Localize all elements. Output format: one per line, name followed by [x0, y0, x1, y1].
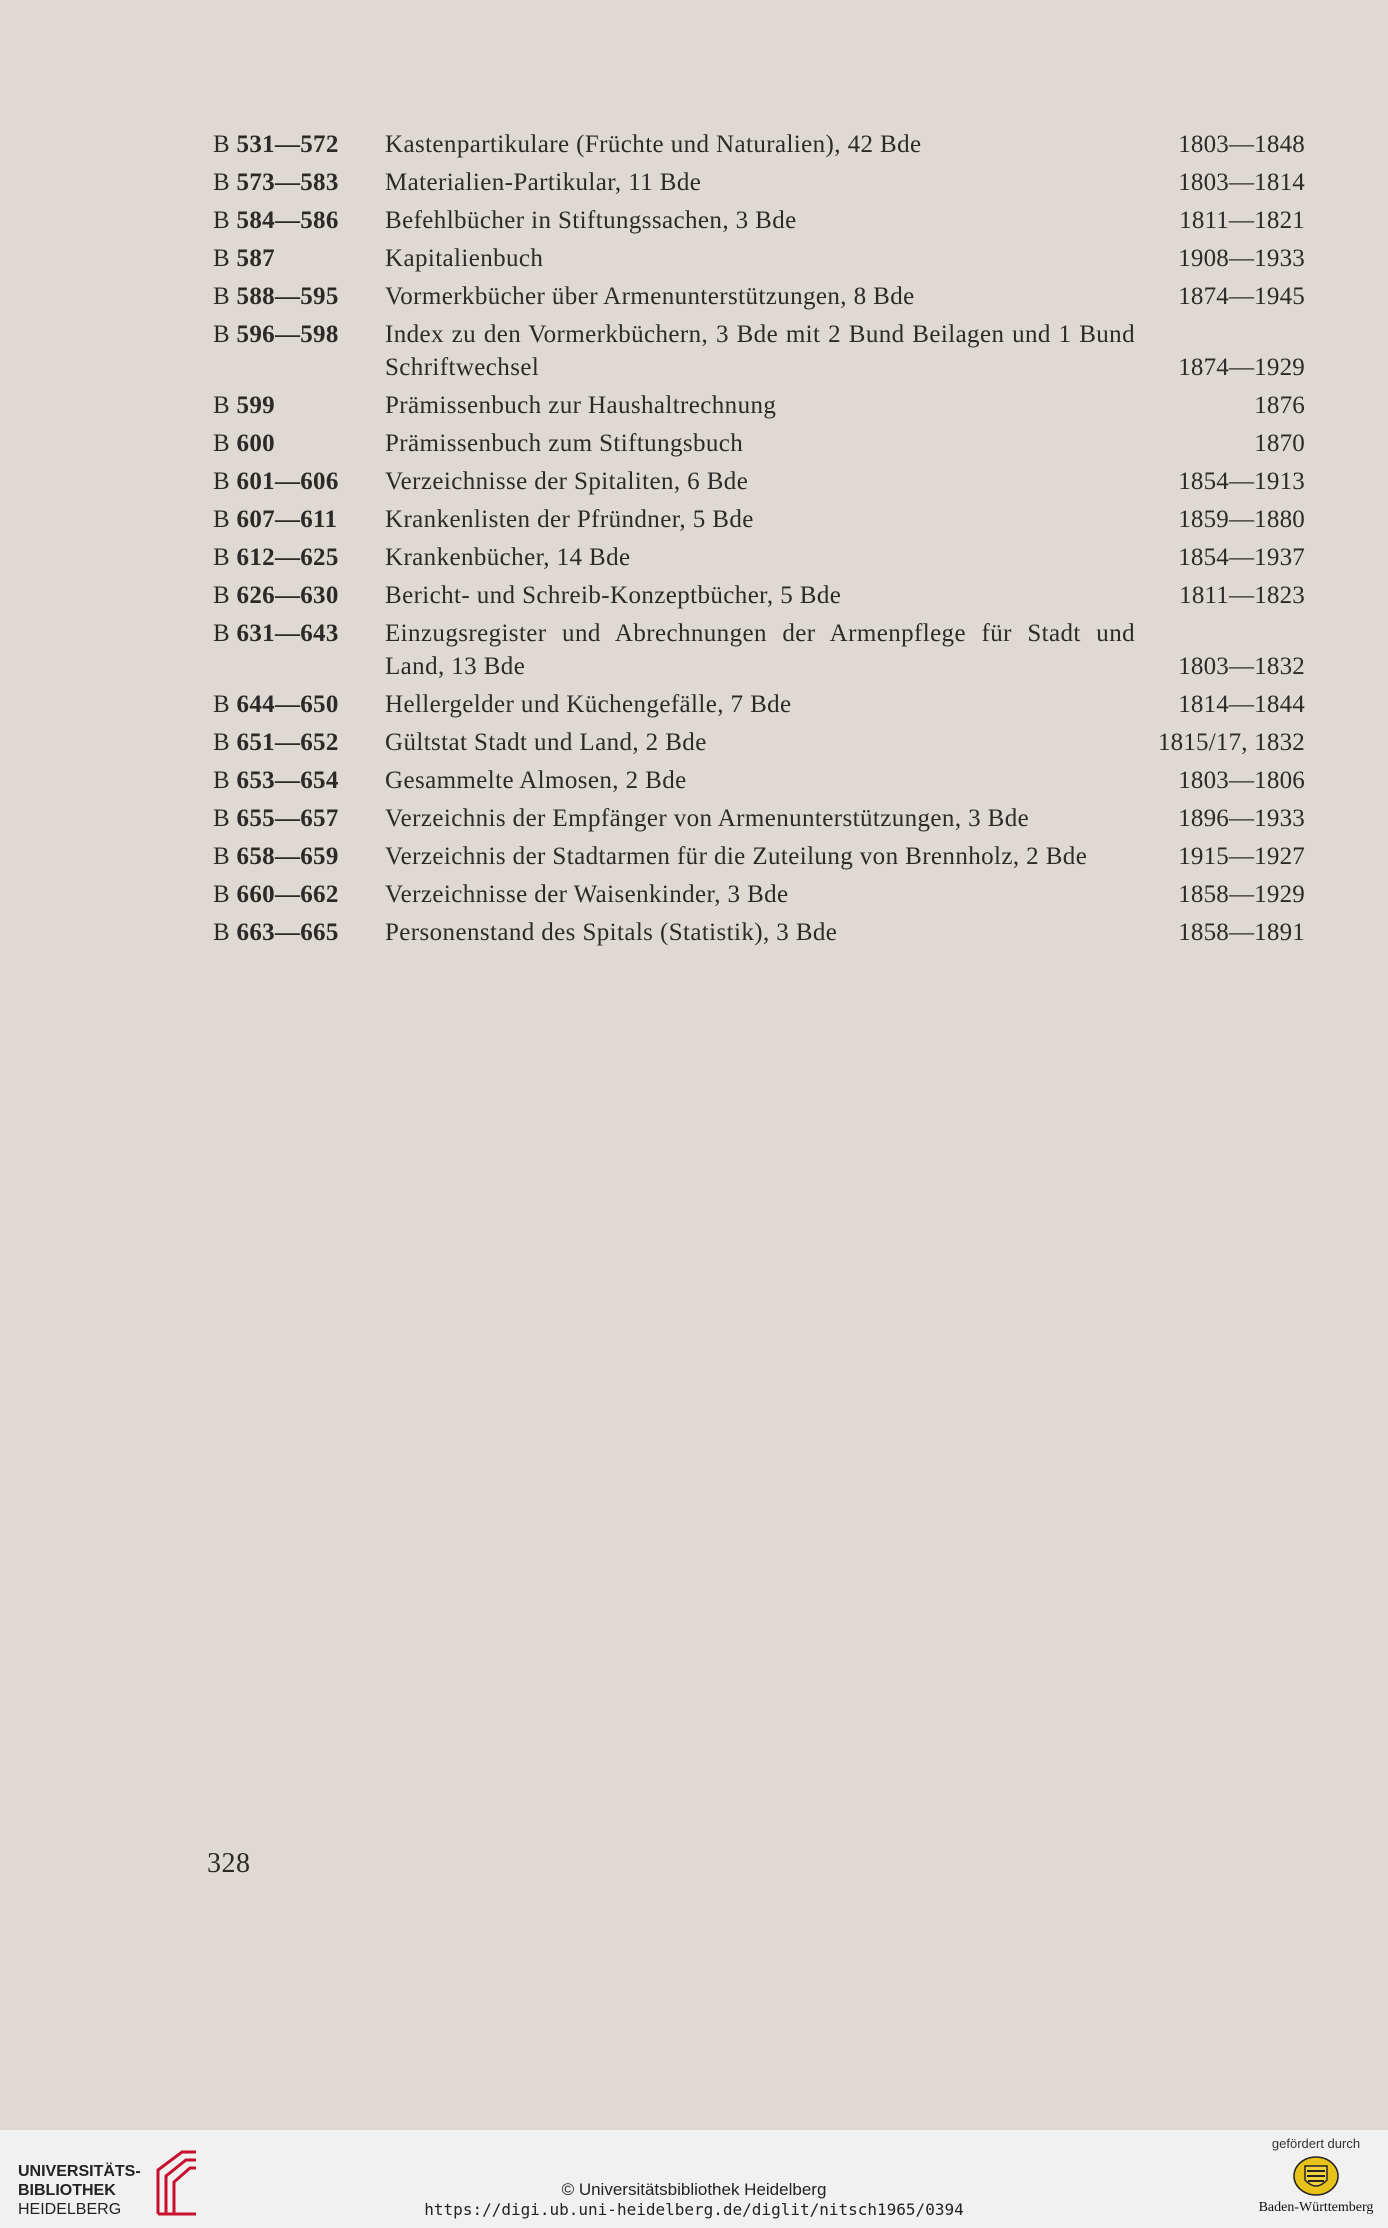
entry-prefix: B — [213, 506, 230, 533]
entry-signature — [213, 688, 383, 721]
archive-entry — [213, 726, 1305, 759]
entry-signature — [213, 541, 383, 574]
entry-number: 531—572 — [236, 131, 339, 158]
entry-signature — [213, 503, 383, 536]
library-name-line3: HEIDELBERG — [18, 2201, 122, 2218]
entry-number: 663—665 — [236, 919, 339, 946]
entry-years: 1854—1937 — [1178, 544, 1305, 571]
entry-number: 658—659 — [236, 843, 339, 870]
entry-signature — [213, 726, 383, 759]
copyright-text: © Universitätsbibliothek Heidelberg — [561, 2180, 827, 2199]
entry-number: 644—650 — [236, 691, 339, 718]
entry-number: 612—625 — [236, 544, 339, 571]
entry-years: 1815/17, 1832 — [1157, 729, 1305, 756]
archive-entry — [213, 242, 1305, 275]
entry-prefix: B — [213, 544, 230, 571]
archive-entry — [213, 802, 1305, 835]
entry-signature — [213, 389, 383, 422]
entry-prefix: B — [213, 620, 230, 647]
entry-signature — [213, 764, 383, 797]
archive-entry — [213, 318, 1305, 384]
archive-entry — [213, 579, 1305, 612]
archive-entry — [213, 688, 1305, 721]
entry-prefix: B — [213, 767, 230, 794]
entry-title: Befehlbücher in Stiftungssachen, 3 Bde — [385, 207, 797, 234]
entry-title: Hellergelder und Küchengefälle, 7 Bde — [385, 691, 792, 718]
entry-title: Kastenpartikulare (Früchte und Naturalien), 42 Bde — [385, 131, 922, 158]
entry-number: 651—652 — [236, 729, 339, 756]
entry-years: 1803—1848 — [1178, 131, 1305, 158]
entry-title: Personenstand des Spitals (Statistik), 3 Bde — [385, 919, 838, 946]
archive-entry-list — [213, 128, 1305, 954]
entry-title: Vormerkbücher über Armenunterstützungen, 8 Bde — [385, 283, 915, 310]
archive-entry — [213, 541, 1305, 574]
coat-of-arms-icon — [1291, 2154, 1341, 2198]
entry-signature — [213, 802, 383, 835]
entry-title: Materialien-Partikular, 11 Bde — [385, 169, 702, 196]
archive-entry — [213, 878, 1305, 911]
entry-years: 1811—1823 — [1179, 582, 1305, 609]
entry-years: 1870 — [1254, 430, 1305, 457]
entry-prefix: B — [213, 392, 230, 419]
entry-signature — [213, 318, 383, 351]
entry-years: 1854—1913 — [1178, 468, 1305, 495]
entry-prefix: B — [213, 131, 230, 158]
entry-title: Verzeichnisse der Waisenkinder, 3 Bde — [385, 881, 789, 908]
entry-signature — [213, 128, 383, 161]
entry-signature — [213, 617, 383, 650]
entry-years: 1814—1844 — [1178, 691, 1305, 718]
entry-signature — [213, 427, 383, 460]
entry-signature — [213, 916, 383, 949]
entry-prefix: B — [213, 207, 230, 234]
entry-signature — [213, 579, 383, 612]
entry-prefix: B — [213, 169, 230, 196]
entry-title: Einzugsregister und Abrechnungen der Armenpflege für Stadt und Land, 13 Bde — [385, 620, 1135, 680]
sponsor-label: gefördert durch — [1271, 2136, 1361, 2151]
entry-number: 600 — [236, 430, 275, 457]
archive-entry — [213, 465, 1305, 498]
entry-title: Verzeichnis der Empfänger von Armenunterstützungen, 3 Bde — [385, 805, 1030, 832]
entry-title: Kapitalienbuch — [385, 245, 544, 272]
archive-entry — [213, 427, 1305, 460]
entry-prefix: B — [213, 468, 230, 495]
entry-title: Verzeichnis der Stadtarmen für die Zuteilung von Brennholz, 2 Bde — [385, 843, 1088, 870]
library-name-line1: UNIVERSITÄTS- — [18, 2163, 141, 2180]
entry-title: Gesammelte Almosen, 2 Bde — [385, 767, 687, 794]
viewer-footer — [0, 2130, 1388, 2228]
entry-title: Prämissenbuch zur Haushaltrechnung — [385, 392, 777, 419]
entry-signature — [213, 465, 383, 498]
archive-entry — [213, 166, 1305, 199]
entry-signature — [213, 878, 383, 911]
entry-signature — [213, 166, 383, 199]
entry-prefix: B — [213, 582, 230, 609]
entry-number: 653—654 — [236, 767, 339, 794]
permalink-url[interactable]: https://digi.ub.uni-heidelberg.de/diglit/nitsch1965/0394 — [424, 2200, 964, 2219]
entry-number: 596—598 — [236, 321, 339, 348]
entry-signature — [213, 242, 383, 275]
entry-years: 1858—1891 — [1178, 919, 1305, 946]
entry-number: 631—643 — [236, 620, 339, 647]
entry-signature — [213, 204, 383, 237]
archive-entry — [213, 503, 1305, 536]
entry-prefix: B — [213, 245, 230, 272]
entry-years: 1874—1945 — [1178, 283, 1305, 310]
entry-prefix: B — [213, 691, 230, 718]
entry-number: 573—583 — [236, 169, 339, 196]
archive-entry — [213, 916, 1305, 949]
entry-title: Krankenlisten der Pfründner, 5 Bde — [385, 506, 754, 533]
archive-entry — [213, 128, 1305, 161]
entry-prefix: B — [213, 283, 230, 310]
entry-years: 1896—1933 — [1178, 805, 1305, 832]
archive-entry — [213, 617, 1305, 683]
archive-entry — [213, 280, 1305, 313]
entry-years: 1876 — [1254, 392, 1305, 419]
entry-number: 607—611 — [236, 506, 338, 533]
entry-years: 1859—1880 — [1178, 506, 1305, 533]
entry-number: 588—595 — [236, 283, 339, 310]
entry-prefix: B — [213, 881, 230, 908]
entry-years: 1908—1933 — [1178, 245, 1305, 272]
entry-title: Krankenbücher, 14 Bde — [385, 544, 631, 571]
entry-number: 584—586 — [236, 207, 339, 234]
entry-number: 626—630 — [236, 582, 339, 609]
archive-entry — [213, 840, 1305, 873]
entry-prefix: B — [213, 430, 230, 457]
entry-prefix: B — [213, 805, 230, 832]
entry-number: 587 — [236, 245, 275, 272]
entry-prefix: B — [213, 729, 230, 756]
archive-entry — [213, 204, 1305, 237]
entry-years: 1915—1927 — [1178, 843, 1305, 870]
entry-years: 1803—1814 — [1178, 169, 1305, 196]
entry-title: Verzeichnisse der Spitaliten, 6 Bde — [385, 468, 749, 495]
entry-prefix: B — [213, 843, 230, 870]
entry-years: 1803—1832 — [1178, 653, 1305, 680]
entry-prefix: B — [213, 321, 230, 348]
entry-title: Prämissenbuch zum Stiftungsbuch — [385, 430, 744, 457]
entry-years: 1811—1821 — [1179, 207, 1305, 234]
archive-entry — [213, 764, 1305, 797]
archive-entry — [213, 389, 1305, 422]
entry-title: Gültstat Stadt und Land, 2 Bde — [385, 729, 707, 756]
entry-number: 660—662 — [236, 881, 339, 908]
entry-years: 1803—1806 — [1178, 767, 1305, 794]
copyright-block — [0, 2180, 1388, 2220]
page-number: 328 — [207, 1848, 251, 1879]
entry-years: 1874—1929 — [1178, 354, 1305, 381]
library-name-line2: BIBLIOTHEK — [18, 2182, 116, 2199]
entry-prefix: B — [213, 919, 230, 946]
entry-number: 601—606 — [236, 468, 339, 495]
sponsor-block[interactable] — [1256, 2136, 1376, 2224]
entry-signature — [213, 840, 383, 873]
entry-number: 655—657 — [236, 805, 339, 832]
entry-years: 1858—1929 — [1178, 881, 1305, 908]
entry-title: Index zu den Vormerkbüchern, 3 Bde mit 2 Bund Beilagen und 1 Bund Schriftwechsel — [385, 321, 1135, 381]
entry-title: Bericht- und Schreib-Konzeptbücher, 5 Bde — [385, 582, 842, 609]
sponsor-name: Baden-Württemberg — [1258, 2200, 1374, 2215]
entry-signature — [213, 280, 383, 313]
entry-number: 599 — [236, 392, 275, 419]
